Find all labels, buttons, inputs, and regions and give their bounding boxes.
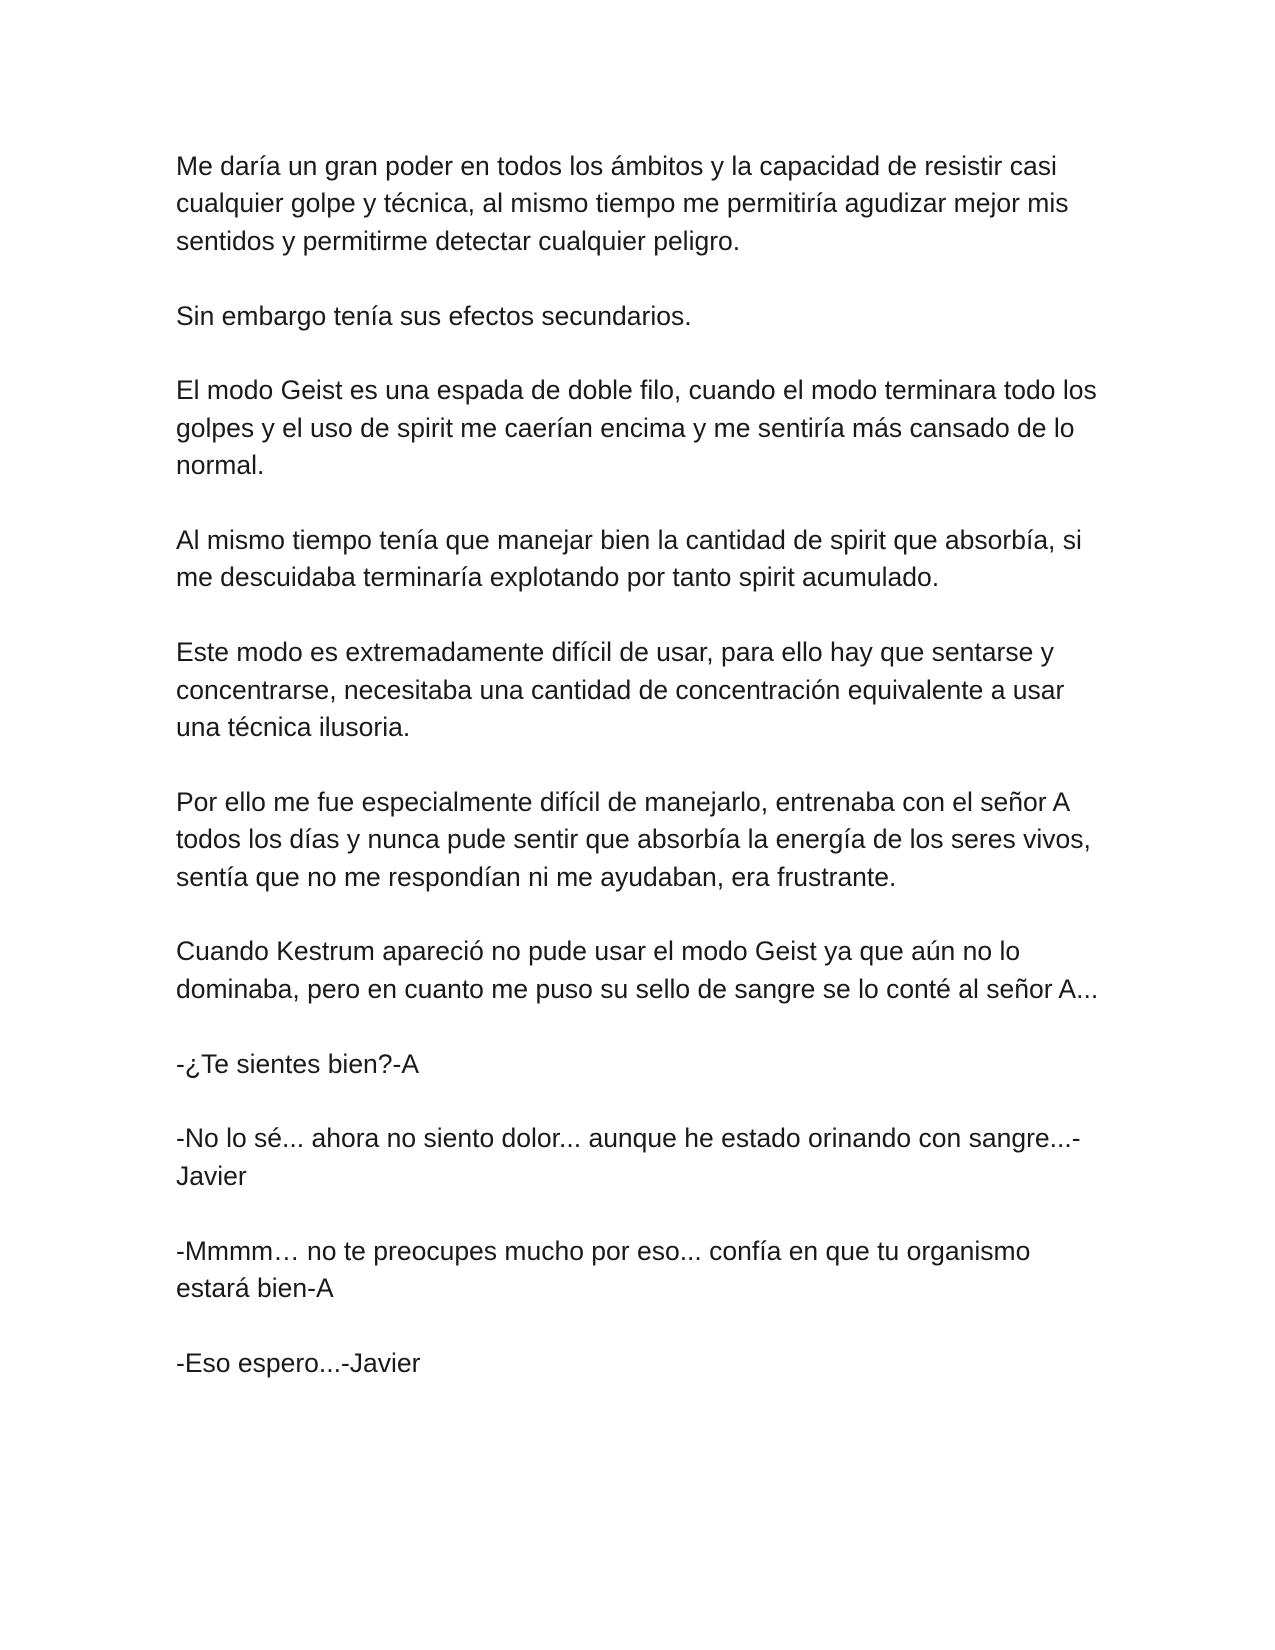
paragraph-2: Sin embargo tenía sus efectos secundarios.: [176, 300, 692, 331]
paragraph-5: Este modo es extremadamente difícil de usar, para ello hay que sentarse y concentrarse, necesitaba una cantidad de concentración equivalente a usar una técnica ilusoria.: [176, 637, 1065, 743]
document-body: [176, 148, 1101, 1382]
paragraph-4: Al mismo tiempo tenía que manejar bien la cantidad de spirit que absorbía, si me descuidaba terminaría explotando por tanto spirit acumulado.: [176, 525, 1082, 593]
paragraph-1: Me daría un gran poder en todos los ámbitos y la capacidad de resistir casi cualquier golpe y técnica, al mismo tiempo me permitiría agudizar mejor mis sentidos y permitirme detectar cualquier peligro.: [176, 151, 1069, 256]
dialogue-line-2: -No lo sé... ahora no siento dolor... aunque he estado orinando con sangre...-Javier: [176, 1123, 1081, 1191]
paragraph-6: Por ello me fue especialmente difícil de manejarlo, entrenaba con el señor A todos los días y nunca pude sentir que absorbía la energía de los seres vivos, sentía que no me respondían ni me ayudaban, era frustrante.: [176, 786, 1091, 892]
dialogue-line-1: -¿Te sientes bien?-A: [176, 1048, 420, 1079]
dialogue-line-4: -Eso espero...-Javier: [176, 1347, 421, 1378]
paragraph-3: El modo Geist es una espada de doble filo, cuando el modo terminara todo los golpes y el uso de spirit me caerían encima y me sentiría más cansado de lo normal.: [176, 375, 1097, 481]
dialogue-line-3: -Mmmm… no te preocupes mucho por eso... confía en que tu organismo estará bien-A: [176, 1235, 1031, 1304]
paragraph-7: Cuando Kestrum apareció no pude usar el modo Geist ya que aún no lo dominaba, pero en cuanto me puso su sello de sangre se lo conté al señor A...: [176, 936, 1099, 1004]
